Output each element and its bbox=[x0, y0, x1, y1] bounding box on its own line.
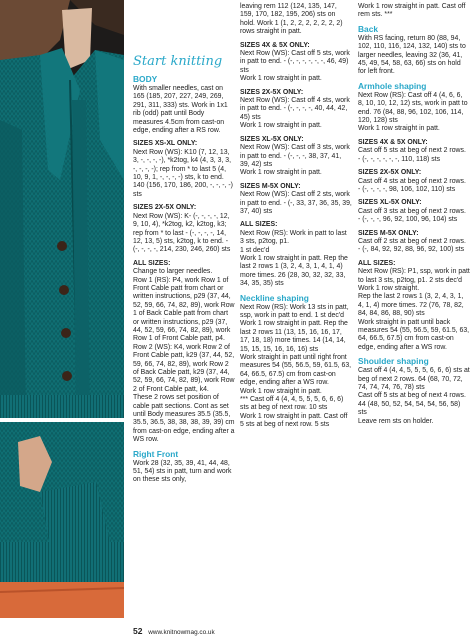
all-sizes-heading: ALL SIZES: bbox=[133, 259, 171, 267]
photo-column bbox=[0, 0, 124, 620]
all-sizes-text: Next Row (RS): P1, ssp, work in patt to last 3 sts, p2tog, p1. 2 sts dec'd Work 1 row straight. Rep the last 2 rows 1 (3, 2, 4, 3, 1, 4, 1, 4) more times. 72 (76, 78, 82, 84, 84, 86, 88, 90) sts Work straight in patt until back measures 54 (55, 56.5, 59, 61.5, 63, 64, 66.5, 67.5) cm from cast-on edge, ending after a WS row. bbox=[358, 268, 470, 351]
right-front-end-text: Work 1 row straight in patt. Cast off rem sts. *** bbox=[358, 3, 466, 19]
armhole-shaping-heading: Armhole shaping bbox=[358, 80, 427, 91]
sizes-2x-5x-heading: SIZES 2X-5X ONLY: bbox=[358, 169, 422, 177]
all-sizes-heading: ALL SIZES: bbox=[240, 221, 278, 229]
body-heading: BODY bbox=[133, 74, 158, 84]
sizes-2x-5x-heading: SIZES 2X-5X ONLY: bbox=[240, 88, 304, 96]
all-sizes-text: Change to larger needles. bbox=[133, 268, 213, 276]
sizes-m-5x-text: Cast off 2 sts at beg of next 2 rows. - (-, 84, 92, 92, 88, 96, 92, 100) sts bbox=[358, 237, 466, 254]
row-1-text: Row 1 (RS): P4, work Row 1 of Front Cable patt from chart or written instructions, p29 (37, 44, 52, 59, 66, 74, 82, 89), work Row 1 of Back Cable patt from chart or written instructions, p29 (37, 44, 52, 59, 66, 74, 82, 89), work Row 1 of Front Cable patt, p4. bbox=[133, 276, 235, 343]
sizes-4x-5x-heading: SIZES 4X & 5X ONLY: bbox=[358, 138, 428, 146]
section-title: Start knitting bbox=[133, 54, 223, 69]
shoulder-shaping-text: Cast off 4 (4, 4, 5, 5, 5, 6, 6, 6) sts at beg of next 2 rows. 64 (68, 70, 72, 74, 74, 74, 76, 78) sts Cast off 5 sts at beg of next 4 rows. 44 (48, 50, 52, 54, 54, 54, 56, 58) sts Leave rem sts on holder. bbox=[358, 367, 470, 425]
page-number: 52 bbox=[133, 626, 143, 636]
sizes-xl-5x-text: Next Row (WS): Cast off 3 sts, work in patt to end. - (-, -, -, 38, 37, 41, 39, 42) sts Work 1 row straight in patt. bbox=[240, 144, 350, 177]
sizes-xl-5x-heading: SIZES XL-5X ONLY: bbox=[240, 135, 304, 143]
sizes-2x-5x-text: Next Row (WS): Cast off 4 sts, work in patt to end. - (-, -, -, -, 40, 44, 42, 45) sts Work 1 row straight in patt. bbox=[240, 97, 350, 130]
page-folio bbox=[133, 626, 215, 636]
right-front-heading: Right Front bbox=[133, 448, 179, 459]
sizes-xl-5x-text: Cast off 3 sts at beg of next 2 rows. - (-, -, -, 96, 92, 100, 96, 104) sts bbox=[358, 207, 466, 224]
back-heading: Back bbox=[358, 23, 379, 34]
column-3 bbox=[358, 3, 470, 426]
neckline-shaping-heading: Neckline shaping bbox=[240, 292, 309, 303]
sizes-4x-5x-text: Next Row (WS): Cast off 5 sts, work in patt to end. - (-, -, -, -, -, -, 46, 49) sts Work 1 row straight in patt. bbox=[240, 50, 350, 83]
right-front-continued: leaving rem 112 (124, 135, 147, 159, 170, 182, 195, 206) sts on hold. Work 1 (1, 2, 2, 2, 2, 2, 2, 2) rows straight in patt. bbox=[240, 3, 343, 36]
column-2 bbox=[240, 3, 352, 430]
neckline-shaping-text: Next Row (RS): Work 13 sts in patt, ssp, work in patt to end. 1 st dec'd Work 1 row straight in patt. Rep the last 2 rows 11 (13, 15, 16, 16, 17, 17, 18, 18) more times. 14 (14, 14, 15, 15, 15, 16, 16, 16) sts Work straight in patt until right front measures 54 (55, 56.5, 59, 61.5, 63, 64, 66.5, 67.5) cm from cast-on edge, ending after a WS row. Work 1 row straight in patt. *** Cast off 4 (4, 4, 5, 5, 5, 6, 6, 6) sts at beg of next row. 10 sts Work 1 row straight in patt. Cast off 5 sts at beg of next row. 5 sts bbox=[240, 303, 352, 429]
sizes-2x-5x-heading: SIZES 2X-5X ONLY: bbox=[133, 204, 197, 212]
sizes-xl-5x-heading: SIZES XL-5X ONLY: bbox=[358, 199, 422, 207]
row-2-text: Row 2 (WS): K4, work Row 2 of Front Cable patt, k29 (37, 44, 52, 59, 66, 74, 82, 89), work Row 2 of Back Cable patt, k29 (37, 44, 52, 59, 66, 74, 82, 89), work Row 2 of Front Cable patt, k4. bbox=[133, 343, 235, 393]
all-sizes-heading: ALL SIZES: bbox=[358, 259, 396, 267]
back-text: With RS facing, return 80 (88, 94, 102, 110, 116, 124, 132, 140) sts to larger needles, leaving 32 (36, 41, 45, 49, 54, 58, 63, 66) sts on hold for left front. bbox=[358, 34, 466, 76]
armhole-shaping-text: Next Row (RS): Cast off 4 (4, 6, 6, 8, 10, 10, 12, 12) sts, work in patt to end. 76 (84, 88, 96, 102, 106, 114, 120, 128) sts Work 1 row straight in patt. bbox=[358, 91, 468, 133]
rows-set-text: These 2 rows set position of cable patt sections. Cont as set until Body measures 35.5 (35.5, 35.5, 36.5, 38, 38, 38, 39, 39) cm from cast-on edge, ending after a WS row. bbox=[133, 394, 235, 444]
sizes-m-5x-heading: SIZES M-5X ONLY: bbox=[358, 229, 419, 237]
sizes-4x-5x-text: Cast off 5 sts at beg of next 2 rows. - (-, -, -, -, -, -, 110, 118) sts bbox=[358, 147, 466, 163]
sizes-m-5x-heading: SIZES M-5X ONLY: bbox=[240, 182, 301, 190]
shoulder-shaping-heading: Shoulder shaping bbox=[358, 356, 429, 367]
site-url[interactable]: www.knitnowmag.co.uk bbox=[148, 629, 215, 636]
cardigan-photo-bottom bbox=[0, 422, 124, 618]
all-sizes-text: Next Row (RS): Work in patt to last 3 sts, p2tog, p1. 1 st dec'd Work 1 row straight in patt. Rep the last 2 rows 1 (3, 2, 4, 3, 1, 4, 1, 4) more times. 26 (28, 30, 32, 32, 33, 34, 35, 35) sts bbox=[240, 229, 348, 288]
cardigan-photo-top bbox=[0, 0, 124, 418]
body-intro: With smaller needles, cast on 165 (185, 207, 227, 249, 269, 291, 311, 333) sts. Work in 1x1 rib (odd) patt until Body measures 4.5cm from cast-on edge, ending after a RS row. bbox=[133, 85, 228, 135]
sizes-2x-5x-text: Next Row (WS): K- (-, -, -, -, 12, 9, 10, 4), *k2tog, k2, k2tog, k3; rep from * to last - (-, -, -, -, 14, 12, 13, 5) sts, k2tog, k to end. - (-, -, -, -, 214, 230, 246, 260) sts bbox=[133, 212, 231, 254]
sizes-4x-5x-heading: SIZES 4X & 5X ONLY: bbox=[240, 41, 310, 49]
column-1 bbox=[133, 54, 235, 485]
sizes-xs-xl-text: Next Row (WS): K10 (7, 12, 13, 3, -, -, -, -), *k2tog, k4 (4, 3, 3, 3, -, -, -, -); rep from * to last 5 (4, 10, 9, 1, -, -, -, -) sts, k to end. 140 (156, 170, 186, 200, -, -, -, -) sts bbox=[133, 148, 233, 198]
sizes-2x-5x-text: Cast off 4 sts at beg of next 2 rows. - (-, -, -, -, 98, 106, 102, 110) sts bbox=[358, 177, 466, 193]
right-front-text: Work 28 (32, 35, 39, 41, 44, 48, 51, 54) sts in patt, turn and work on these sts only, bbox=[133, 459, 232, 484]
sizes-m-5x-text: Next Row (WS): Cast off 2 sts, work in patt to end. - (-, 33, 37, 36, 35, 39, 37, 40) sts bbox=[240, 191, 352, 215]
sizes-xs-xl-heading: SIZES XS-XL ONLY: bbox=[133, 140, 198, 148]
